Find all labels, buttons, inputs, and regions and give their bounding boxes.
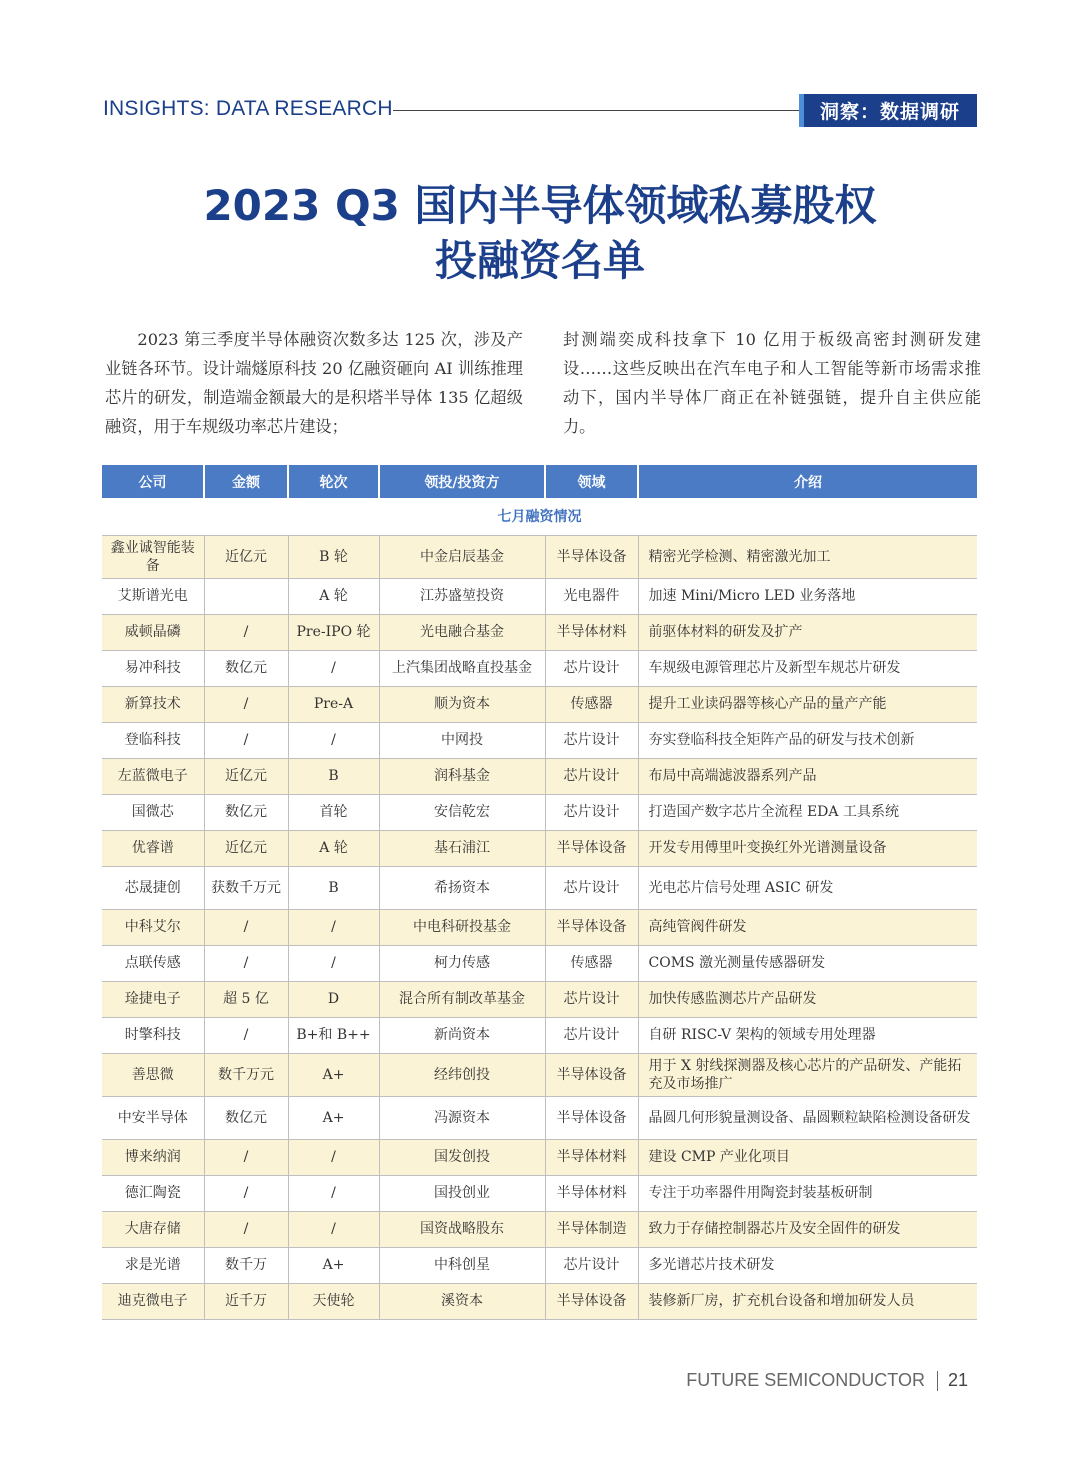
cell-amount: / bbox=[204, 909, 288, 945]
cell-company: 左蓝微电子 bbox=[102, 758, 204, 794]
cell-company: 迪克微电子 bbox=[102, 1283, 204, 1319]
publication-name: FUTURE SEMICONDUCTOR bbox=[686, 1370, 925, 1390]
cell-intro: 加快传感监测芯片产品研发 bbox=[638, 981, 977, 1017]
table-row bbox=[102, 830, 977, 866]
cell-amount: / bbox=[204, 614, 288, 650]
table-row bbox=[102, 981, 977, 1017]
cell-company: 时擎科技 bbox=[102, 1017, 204, 1053]
cell-field: 半导体设备 bbox=[545, 1053, 638, 1096]
table-row bbox=[102, 1175, 977, 1211]
cell-investor: 国资战略股东 bbox=[379, 1211, 545, 1247]
table-row bbox=[102, 1017, 977, 1053]
cell-investor: 中科创星 bbox=[379, 1247, 545, 1283]
cell-intro: 加速 Mini/Micro LED 业务落地 bbox=[638, 578, 977, 614]
cell-investor: 混合所有制改革基金 bbox=[379, 981, 545, 1017]
cell-round: / bbox=[288, 1139, 379, 1175]
cell-company: 善思微 bbox=[102, 1053, 204, 1096]
cell-investor: 溪资本 bbox=[379, 1283, 545, 1319]
cell-investor: 柯力传感 bbox=[379, 945, 545, 981]
cell-amount: / bbox=[204, 686, 288, 722]
cell-amount: / bbox=[204, 1175, 288, 1211]
table-row bbox=[102, 1096, 977, 1139]
table-row bbox=[102, 1283, 977, 1319]
cell-field: 半导体材料 bbox=[545, 1175, 638, 1211]
cell-company: 芯晟捷创 bbox=[102, 866, 204, 909]
cell-investor: 光电融合基金 bbox=[379, 614, 545, 650]
cell-investor: 基石浦江 bbox=[379, 830, 545, 866]
table-row bbox=[102, 686, 977, 722]
cell-amount: 数千万元 bbox=[204, 1053, 288, 1096]
page-title-line-1: 2023 Q3 国内半导体领域私募股权 bbox=[203, 181, 877, 230]
cell-round: Pre-A bbox=[288, 686, 379, 722]
cell-investor: 润科基金 bbox=[379, 758, 545, 794]
cell-intro: 高纯管阀件研发 bbox=[638, 909, 977, 945]
cell-investor: 顺为资本 bbox=[379, 686, 545, 722]
cell-investor: 中金启辰基金 bbox=[379, 535, 545, 578]
intro-paragraph-left: 2023 第三季度半导体融资次数多达 125 次，涉及产业链各环节。设计端燧原科技 20 亿融资砸向 AI 训练推理芯片的研发，制造端金额最大的是积塔半导体 135 亿超级融资，用于车规级功率芯片建设； bbox=[105, 330, 523, 436]
cell-round: / bbox=[288, 650, 379, 686]
table-row bbox=[102, 794, 977, 830]
cell-field: 芯片设计 bbox=[545, 981, 638, 1017]
table-row bbox=[102, 614, 977, 650]
cell-field: 半导体设备 bbox=[545, 830, 638, 866]
cell-intro: COMS 激光测量传感器研发 bbox=[638, 945, 977, 981]
cell-round: / bbox=[288, 909, 379, 945]
cell-field: 芯片设计 bbox=[545, 866, 638, 909]
table-row bbox=[102, 578, 977, 614]
cell-amount: 近千万 bbox=[204, 1283, 288, 1319]
cell-company: 国微芯 bbox=[102, 794, 204, 830]
cell-round: B bbox=[288, 866, 379, 909]
cell-amount: 近亿元 bbox=[204, 535, 288, 578]
cell-round: B bbox=[288, 758, 379, 794]
cell-round: D bbox=[288, 981, 379, 1017]
header-round: 轮次 bbox=[288, 465, 379, 499]
cell-company: 艾斯谱光电 bbox=[102, 578, 204, 614]
cell-intro: 多光谱芯片技术研发 bbox=[638, 1247, 977, 1283]
cell-company: 琻捷电子 bbox=[102, 981, 204, 1017]
intro-paragraph-right: 封测端奕成科技拿下 10 亿用于板级高密封测研发建设……这些反映出在汽车电子和人工智能等新市场需求推动下，国内半导体厂商正在补链强链，提升自主供应能力。 bbox=[563, 330, 981, 436]
cell-amount: / bbox=[204, 1139, 288, 1175]
table-row bbox=[102, 1053, 977, 1096]
cell-field: 传感器 bbox=[545, 945, 638, 981]
cell-investor: 经纬创投 bbox=[379, 1053, 545, 1096]
cell-investor: 中网投 bbox=[379, 722, 545, 758]
cell-investor: 安信乾宏 bbox=[379, 794, 545, 830]
cell-field: 半导体材料 bbox=[545, 1139, 638, 1175]
table-row bbox=[102, 1247, 977, 1283]
cell-intro: 用于 X 射线探测器及核心芯片的产品研发、产能拓充及市场推广 bbox=[638, 1053, 977, 1096]
section-label-en: INSIGHTS: DATA RESEARCH bbox=[103, 97, 393, 120]
cell-amount: 超 5 亿 bbox=[204, 981, 288, 1017]
table-row bbox=[102, 866, 977, 909]
cell-round: A+ bbox=[288, 1053, 379, 1096]
cell-round: B+和 B++ bbox=[288, 1017, 379, 1053]
cell-amount: 近亿元 bbox=[204, 758, 288, 794]
cell-company: 易冲科技 bbox=[102, 650, 204, 686]
cell-amount: 数亿元 bbox=[204, 1096, 288, 1139]
cell-intro: 自研 RISC-V 架构的领域专用处理器 bbox=[638, 1017, 977, 1053]
header-field: 领域 bbox=[545, 465, 638, 499]
cell-company: 鑫业诚智能装备 bbox=[102, 535, 204, 578]
page-title-line-2: 投融资名单 bbox=[434, 236, 645, 285]
cell-investor: 国投创业 bbox=[379, 1175, 545, 1211]
cell-intro: 晶圆几何形貌量测设备、晶圆颗粒缺陷检测设备研发 bbox=[638, 1096, 977, 1139]
section-row bbox=[102, 499, 977, 535]
table-row bbox=[102, 1211, 977, 1247]
cell-amount: 数亿元 bbox=[204, 650, 288, 686]
cell-intro: 前驱体材料的研发及扩产 bbox=[638, 614, 977, 650]
cell-investor: 江苏盛堃投资 bbox=[379, 578, 545, 614]
cell-intro: 光电芯片信号处理 ASIC 研发 bbox=[638, 866, 977, 909]
cell-investor: 上汽集团战略直投基金 bbox=[379, 650, 545, 686]
cell-amount: 数亿元 bbox=[204, 794, 288, 830]
cell-round: A+ bbox=[288, 1247, 379, 1283]
cell-field: 半导体设备 bbox=[545, 909, 638, 945]
table-row bbox=[102, 758, 977, 794]
cell-field: 半导体设备 bbox=[545, 1096, 638, 1139]
cell-field: 半导体制造 bbox=[545, 1211, 638, 1247]
cell-company: 点联传感 bbox=[102, 945, 204, 981]
cell-field: 半导体设备 bbox=[545, 535, 638, 578]
cell-company: 中安半导体 bbox=[102, 1096, 204, 1139]
page-footer bbox=[686, 1370, 968, 1391]
cell-company: 中科艾尔 bbox=[102, 909, 204, 945]
table-row bbox=[102, 650, 977, 686]
cell-amount: / bbox=[204, 945, 288, 981]
cell-investor: 希扬资本 bbox=[379, 866, 545, 909]
cell-company: 优睿谱 bbox=[102, 830, 204, 866]
cell-round: 首轮 bbox=[288, 794, 379, 830]
cell-intro: 精密光学检测、精密激光加工 bbox=[638, 535, 977, 578]
cell-field: 半导体材料 bbox=[545, 614, 638, 650]
cell-round: / bbox=[288, 1211, 379, 1247]
cell-field: 芯片设计 bbox=[545, 1017, 638, 1053]
cell-field: 光电器件 bbox=[545, 578, 638, 614]
cell-round: A 轮 bbox=[288, 578, 379, 614]
page-number: 21 bbox=[947, 1370, 968, 1390]
cell-round: B 轮 bbox=[288, 535, 379, 578]
cell-intro: 车规级电源管理芯片及新型车规芯片研发 bbox=[638, 650, 977, 686]
header-amount: 金额 bbox=[204, 465, 288, 499]
cell-company: 新算技术 bbox=[102, 686, 204, 722]
section-title: 七月融资情况 bbox=[102, 499, 977, 535]
footer-divider bbox=[937, 1371, 938, 1391]
cell-intro: 致力于存储控制器芯片及安全固件的研发 bbox=[638, 1211, 977, 1247]
cell-company: 威顿晶磷 bbox=[102, 614, 204, 650]
header-company: 公司 bbox=[102, 465, 204, 499]
cell-investor: 新尚资本 bbox=[379, 1017, 545, 1053]
cell-round: A 轮 bbox=[288, 830, 379, 866]
cell-intro: 夯实登临科技全矩阵产品的研发与技术创新 bbox=[638, 722, 977, 758]
cell-field: 传感器 bbox=[545, 686, 638, 722]
cell-amount bbox=[204, 578, 288, 614]
cell-intro: 开发专用傅里叶变换红外光谱测量设备 bbox=[638, 830, 977, 866]
cell-company: 大唐存储 bbox=[102, 1211, 204, 1247]
table-header-row bbox=[102, 465, 977, 499]
cell-intro: 布局中高端滤波器系列产品 bbox=[638, 758, 977, 794]
header-intro: 介绍 bbox=[638, 465, 977, 499]
cell-amount: 数千万 bbox=[204, 1247, 288, 1283]
header-investor: 领投/投资方 bbox=[379, 465, 545, 499]
cell-round: 天使轮 bbox=[288, 1283, 379, 1319]
financing-table bbox=[102, 465, 977, 1320]
cell-intro: 装修新厂房，扩充机台设备和增加研发人员 bbox=[638, 1283, 977, 1319]
cell-investor: 冯源资本 bbox=[379, 1096, 545, 1139]
cell-field: 芯片设计 bbox=[545, 758, 638, 794]
cell-amount: / bbox=[204, 722, 288, 758]
cell-intro: 打造国产数字芯片全流程 EDA 工具系统 bbox=[638, 794, 977, 830]
table-row bbox=[102, 945, 977, 981]
header-divider bbox=[393, 110, 799, 111]
table-row bbox=[102, 535, 977, 578]
cell-company: 博来纳润 bbox=[102, 1139, 204, 1175]
cell-amount: / bbox=[204, 1017, 288, 1053]
cell-round: / bbox=[288, 1175, 379, 1211]
cell-field: 芯片设计 bbox=[545, 650, 638, 686]
table-row bbox=[102, 1139, 977, 1175]
cell-round: / bbox=[288, 722, 379, 758]
cell-company: 求是光谱 bbox=[102, 1247, 204, 1283]
cell-intro: 提升工业读码器等核心产品的量产产能 bbox=[638, 686, 977, 722]
cell-investor: 中电科研投基金 bbox=[379, 909, 545, 945]
cell-company: 德汇陶瓷 bbox=[102, 1175, 204, 1211]
cell-round: Pre-IPO 轮 bbox=[288, 614, 379, 650]
table-row bbox=[102, 722, 977, 758]
cell-amount: / bbox=[204, 1211, 288, 1247]
cell-field: 芯片设计 bbox=[545, 794, 638, 830]
table-row bbox=[102, 909, 977, 945]
cell-investor: 国发创投 bbox=[379, 1139, 545, 1175]
cell-field: 半导体设备 bbox=[545, 1283, 638, 1319]
cell-round: A+ bbox=[288, 1096, 379, 1139]
cell-field: 芯片设计 bbox=[545, 1247, 638, 1283]
cell-amount: 近亿元 bbox=[204, 830, 288, 866]
cell-intro: 建设 CMP 产业化项目 bbox=[638, 1139, 977, 1175]
cell-company: 登临科技 bbox=[102, 722, 204, 758]
section-label-cn: 洞察：数据调研 bbox=[799, 94, 977, 127]
cell-intro: 专注于功率器件用陶瓷封装基板研制 bbox=[638, 1175, 977, 1211]
cell-amount: 获数千万元 bbox=[204, 866, 288, 909]
cell-field: 芯片设计 bbox=[545, 722, 638, 758]
cell-round: / bbox=[288, 945, 379, 981]
